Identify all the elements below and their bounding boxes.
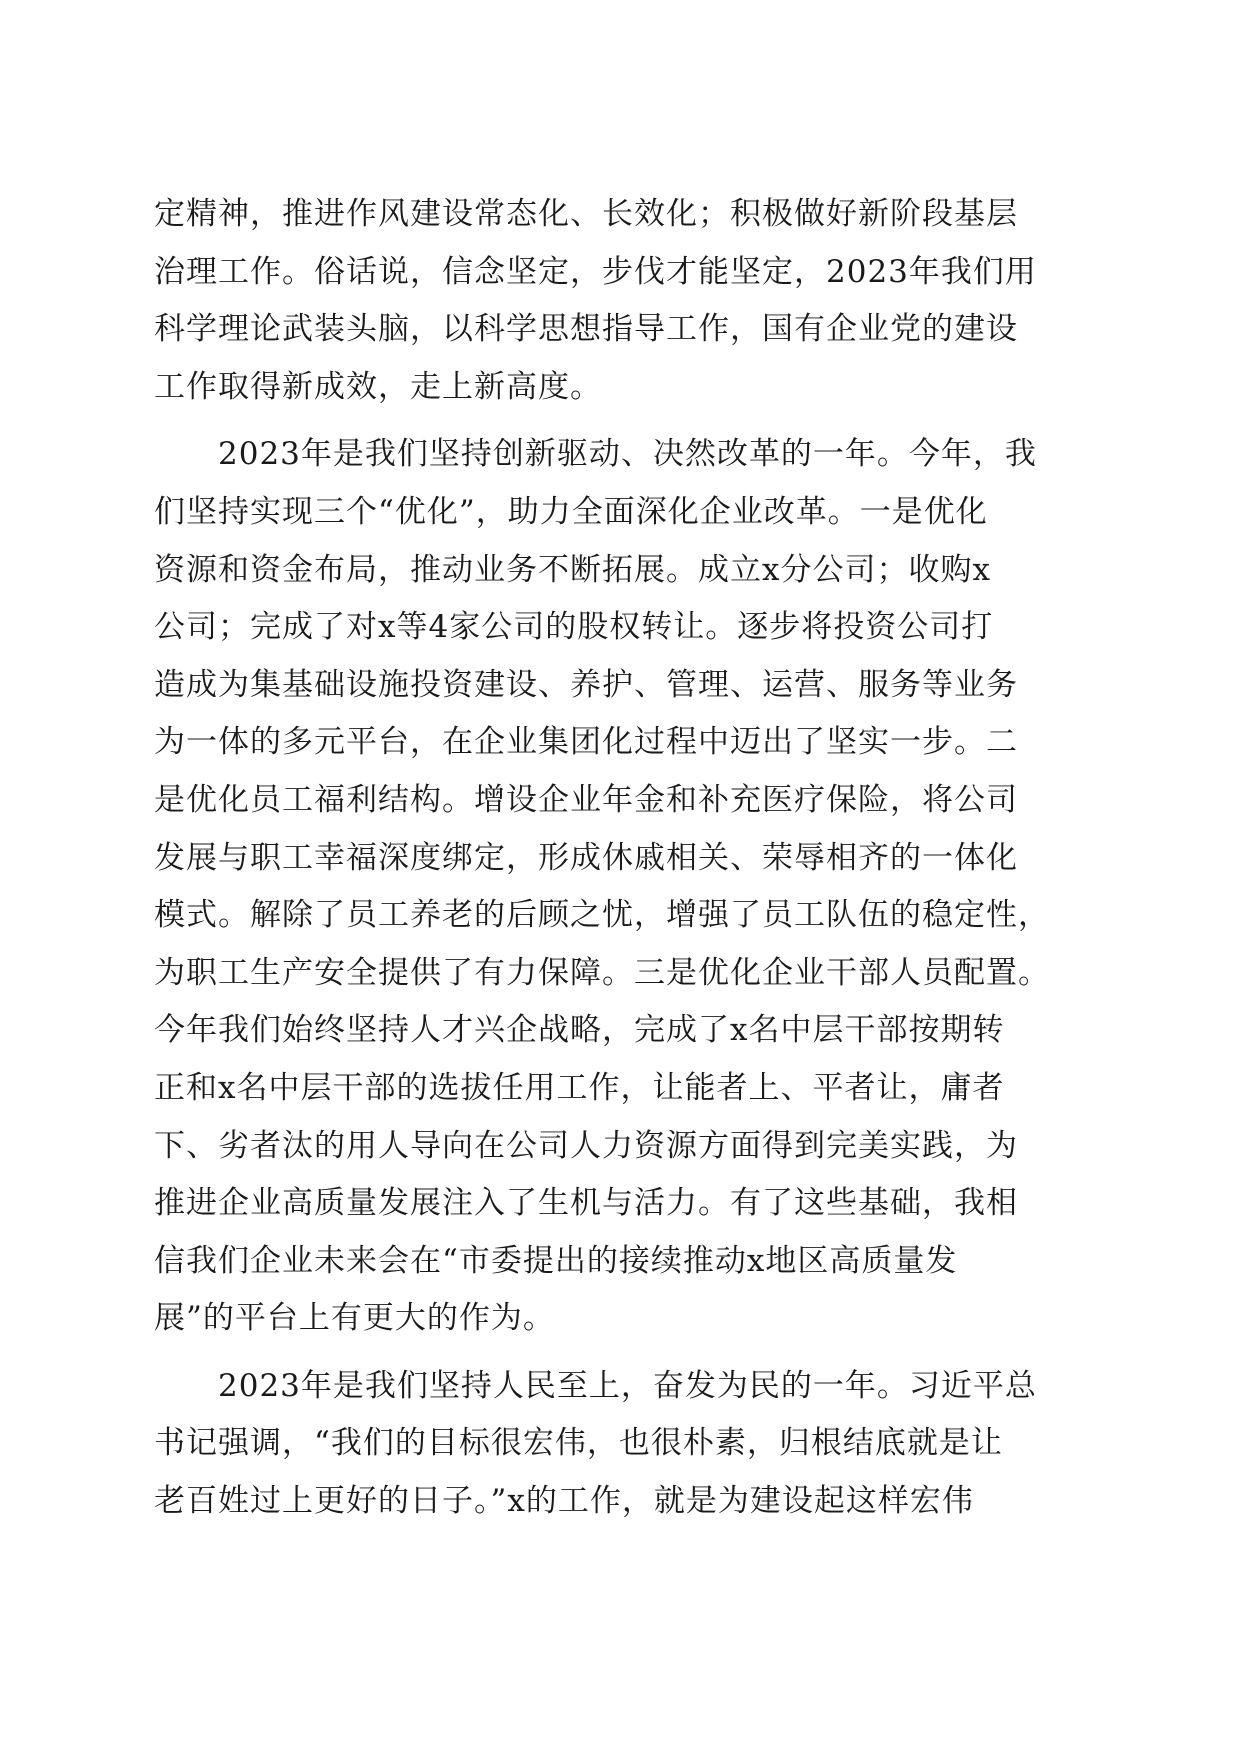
text-line: 造成为集基础设施投资建设、养护、管理、运营、服务等业务 — [154, 666, 1018, 703]
text-line: 治理工作。俗话说，信念坚定，步伐才能坚定，2023年我们用 — [154, 253, 1037, 290]
paragraph-1 — [154, 186, 1084, 416]
paragraph-2 — [154, 426, 1084, 1348]
text-line: 推进企业高质量发展注入了生机与活力。有了这些基础，我相 — [154, 1185, 1018, 1222]
paragraph-3 — [154, 1358, 1084, 1531]
text-line: 发展与职工幸福深度绑定，形成休戚相关、荣辱相齐的一体化 — [154, 839, 1018, 876]
text-line: 们坚持实现三个“优化”，助力全面深化企业改革。一是优化 — [154, 493, 988, 530]
text-line: 为一体的多元平台，在企业集团化过程中迈出了坚实一步。二 — [154, 724, 1018, 761]
text-line: 正和x名中层干部的选拔任用工作，让能者上、平者让，庸者 — [154, 1069, 1005, 1106]
text-line: 书记强调，“我们的目标很宏伟，也很朴素，归根结底就是让 — [154, 1425, 1003, 1462]
text-line: 2023年是我们坚持创新驱动、决然改革的一年。今年，我 — [218, 436, 1037, 473]
text-line: 工作取得新成效，走上新高度。 — [154, 368, 602, 405]
text-line: 是优化员工福利结构。增设企业年金和补充医疗保险，将公司 — [154, 781, 1018, 818]
text-line: 2023年是我们坚持人民至上，奋发为民的一年。习近平总 — [218, 1367, 1037, 1404]
text-line: 信我们企业未来会在“市委提出的接续推动x地区高质量发 — [154, 1242, 958, 1279]
text-line: 下、劣者汰的用人导向在公司人力资源方面得到完美实践，为 — [154, 1127, 1018, 1164]
text-line: 公司；完成了对x等4家公司的股权转让。逐步将投资公司打 — [154, 609, 994, 646]
text-line: 老百姓过上更好的日子。”x的工作，就是为建设起这样宏伟 — [154, 1483, 974, 1520]
text-line: 科学理论武装头脑，以科学思想指导工作，国有企业党的建设 — [154, 311, 1018, 348]
text-line: 资源和资金布局，推动业务不断拓展。成立x分公司；收购x — [154, 551, 991, 588]
text-line: 定精神，推进作风建设常态化、长效化；积极做好新阶段基层 — [154, 196, 1018, 232]
text-line: 模式。解除了员工养老的后顾之忧，增强了员工队伍的稳定性， — [154, 897, 1050, 934]
text-line: 展”的平台上有更大的作为。 — [154, 1300, 555, 1337]
document-body — [154, 186, 1084, 1541]
text-line: 今年我们始终坚持人才兴企战略，完成了x名中层干部按期转 — [154, 1012, 1005, 1049]
text-line: 为职工生产安全提供了有力保障。三是优化企业干部人员配置。 — [154, 954, 1050, 991]
